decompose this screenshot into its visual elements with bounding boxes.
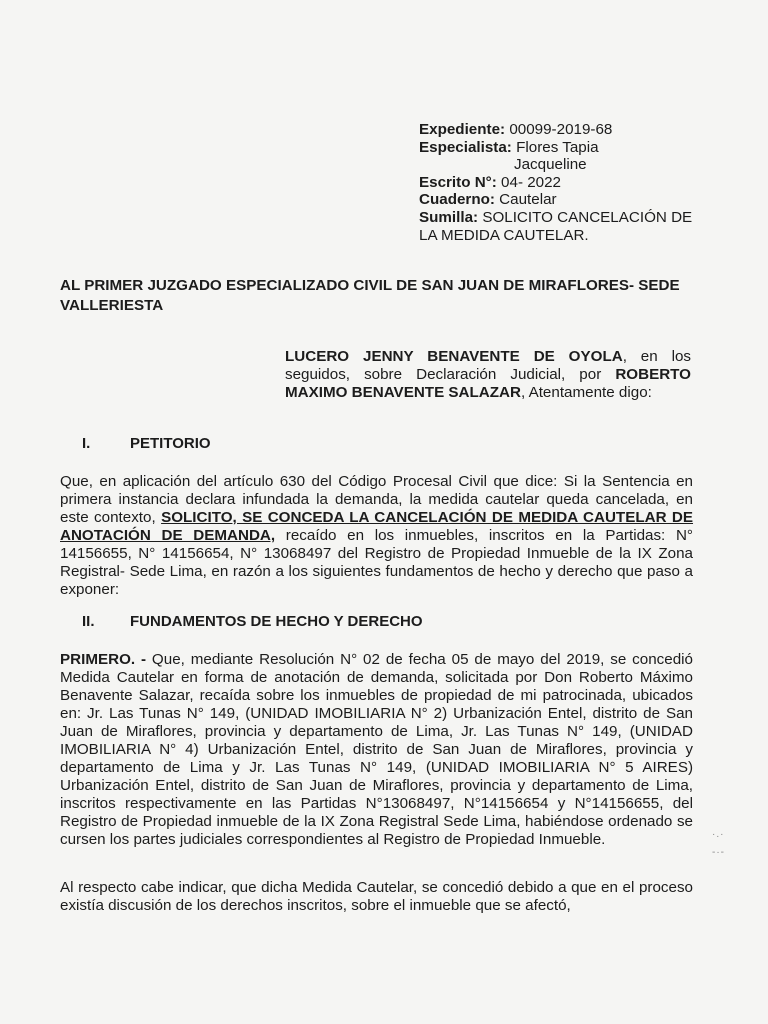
sumilla-line-2 — [419, 227, 739, 245]
section-heading-fundamentos — [82, 613, 423, 631]
especialista-value: Flores Tapia — [516, 138, 599, 156]
sumilla-value: SOLICITO CANCELACIÓN DE — [482, 208, 693, 226]
primero-label: PRIMERO. - — [60, 651, 147, 668]
cuaderno-value: Cautelar — [499, 191, 557, 209]
court-line-2: VALLERIESTA — [60, 297, 164, 314]
court-addressee — [60, 276, 700, 316]
cuaderno-label: Cuaderno: — [419, 191, 495, 209]
expediente-value: 00099-2019-68 — [509, 121, 613, 138]
party-introduction — [285, 348, 691, 402]
respecto-text: Al respecto cabe indicar, que dicha Medida Cautelar, se concedió debido a que en el proceso existía discusión de los derechos inscritos, sobre el inmueble que se afectó, — [60, 879, 693, 914]
petitorio-text-2: recaído en los inmuebles, inscritos en la Partidas: N° 14156655, N° 14156654, N° 13068497 del Registro de Propiedad Inmueble de la IX Zona Registral- Sede Lima, en razón a los siguientes fundamentos de hecho y derecho que paso a exponer: — [60, 527, 693, 598]
section-title: PETITORIO — [130, 435, 211, 452]
especialista-line-2 — [419, 156, 739, 174]
petitorio-text-1: Que, en aplicación del artículo 630 del Código Procesal Civil que dice: Si la Sentencia en primera instancia declara infundada la demanda, la medida cautelar queda cancelada, en este contexto, — [60, 473, 693, 526]
sumilla-value-2: LA MEDIDA CAUTELAR. — [419, 226, 589, 244]
petitorio-request: SOLICITO, SE CONCEDA LA CANCELACIÓN DE MEDIDA CAUTELAR DE ANOTACIÓN DE DEMANDA, — [60, 509, 694, 544]
section-number: I. — [82, 435, 91, 452]
party-text-1: , en los seguidos, sobre Declaración Judicial, por — [285, 348, 691, 383]
opponent-name: ROBERTO MAXIMO BENAVENTE SALAZAR — [285, 366, 691, 401]
petitorio-paragraph — [60, 473, 693, 599]
sumilla-line — [419, 209, 739, 227]
scan-speck-mark: ·.· -·- — [712, 829, 725, 858]
especialista-label: Especialista: — [419, 138, 512, 156]
primero-text: Que, mediante Resolución N° 02 de fecha 05 de mayo del 2019, se concedió Medida Cautelar en forma de anotación de demanda, solicitada por Don Roberto Máximo Benavente Salazar, recaída sobre los inmuebles de propiedad de mi patrocinada, ubicados en: Jr. Las Tunas N° 149, (UNIDAD IMOBILIARIA N° 2) Urbanización Entel, distrito de San Juan de Miraflores, provincia y departamento de Lima, Jr. Las Tunas N° 149, (UNIDAD IMOBILIARIA N° 4) Urbanización Entel, distrito de San Juan de Miraflores, provincia y departamento de Lima y Jr. Las Tunas N° 149, (UNIDAD IMOBILIARIA N° 5 AIRES) Urbanización Entel, distrito de San Juan de Miraflores, provincia y departamento de Lima, inscritos respectivamente en las Partidas N°13068497, N°14156654 y N°14156655, del Registro de Propiedad inmueble de la IX Zona Registral Sede Lima, habiéndose ordenado se cursen los partes judiciales correspondientes al Registro de Propiedad Inmueble. — [60, 651, 693, 848]
case-header — [419, 121, 739, 244]
primero-paragraph — [60, 651, 693, 849]
expediente-line — [419, 121, 739, 139]
section-title: FUNDAMENTOS DE HECHO Y DERECHO — [130, 613, 423, 630]
court-line-1: AL PRIMER JUZGADO ESPECIALIZADO CIVIL DE SAN JUAN DE MIRAFLORES- SEDE — [60, 277, 680, 294]
section-heading-petitorio — [82, 435, 211, 453]
respecto-paragraph — [60, 879, 693, 915]
party-name: LUCERO JENNY BENAVENTE DE OYOLA — [285, 348, 623, 365]
escrito-label: Escrito N°: — [419, 173, 497, 191]
expediente-label: Expediente: — [419, 121, 506, 138]
cuaderno-line — [419, 191, 739, 209]
especialista-value-2: Jacqueline — [514, 156, 587, 174]
section-number: II. — [82, 613, 95, 630]
escrito-value: 04- 2022 — [501, 173, 562, 191]
especialista-line — [419, 139, 739, 157]
party-text-2: , Atentamente digo: — [520, 384, 652, 401]
sumilla-label: Sumilla: — [419, 208, 479, 226]
escrito-line — [419, 174, 739, 192]
